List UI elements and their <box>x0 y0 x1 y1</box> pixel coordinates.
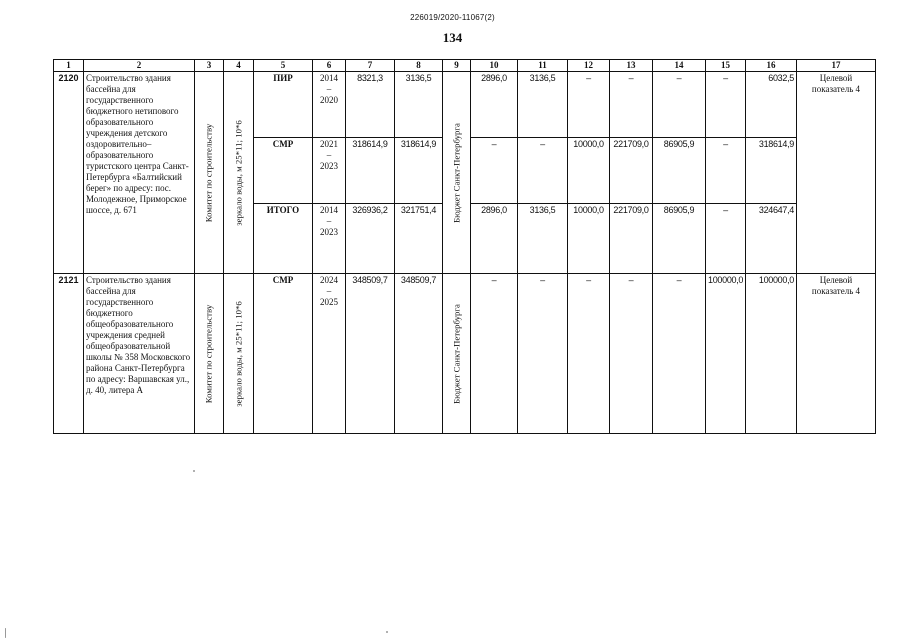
value-cell: 10000,0 <box>568 204 610 274</box>
years-cell <box>313 72 346 138</box>
year-end: 2023 <box>320 161 338 171</box>
value-cell: 318614,9 <box>395 138 443 204</box>
value-cell: 326936,2 <box>346 204 395 274</box>
header-row <box>54 60 876 72</box>
value-cell: 86905,9 <box>653 204 706 274</box>
value-cell: 324647,4 <box>746 204 797 274</box>
table-row <box>54 72 876 138</box>
value-cell: – <box>706 138 746 204</box>
col-header: 5 <box>254 60 313 72</box>
col-header: 1 <box>54 60 84 72</box>
value-cell: – <box>518 138 568 204</box>
budget-cell <box>443 274 471 434</box>
value-cell: – <box>653 72 706 138</box>
years-cell <box>313 274 346 434</box>
page-number: 134 <box>442 30 463 45</box>
stage-cell: ПИР <box>254 72 313 138</box>
col-header: 17 <box>797 60 876 72</box>
value-cell: – <box>471 274 518 434</box>
col-header: 11 <box>518 60 568 72</box>
value-cell: – <box>610 72 653 138</box>
year-start: 2014 <box>320 205 338 215</box>
row-code: 2120 <box>54 72 84 274</box>
value-cell: 2896,0 <box>471 204 518 274</box>
value-cell: – <box>518 274 568 434</box>
year-dash: – <box>326 150 332 160</box>
col-header: 15 <box>706 60 746 72</box>
value-cell: 348509,7 <box>395 274 443 434</box>
budget-cell <box>443 72 471 274</box>
col-header: 9 <box>443 60 471 72</box>
col-header: 3 <box>195 60 224 72</box>
col-header: 2 <box>84 60 195 72</box>
executor-cell <box>195 274 224 434</box>
row-code: 2121 <box>54 274 84 434</box>
object-name: Строительство здания бассейна для государственного бюджетного общеобразовательного учреждения средней общеобразовательной школы № 358 Московского района Санкт-Петербурга по адресу: Варшавская ул., д. 40, литера А <box>84 274 195 434</box>
year-end: 2020 <box>320 95 338 105</box>
col-header: 7 <box>346 60 395 72</box>
year-dash: – <box>326 286 332 296</box>
year-dash: – <box>326 84 332 94</box>
value-cell: – <box>653 274 706 434</box>
capacity-text: зеркало воды, м 25*11; 10*6 <box>233 119 243 226</box>
value-cell: – <box>706 204 746 274</box>
executor-text: Комитет по строительству <box>203 123 214 222</box>
year-end: 2023 <box>320 227 338 237</box>
stage-cell: СМР <box>254 138 313 204</box>
value-cell: 3136,5 <box>518 72 568 138</box>
value-cell: – <box>706 72 746 138</box>
value-cell: – <box>568 72 610 138</box>
value-cell: 221709,0 <box>610 204 653 274</box>
value-cell: 100000,0 <box>706 274 746 434</box>
col-header: 13 <box>610 60 653 72</box>
scan-speck <box>193 470 195 472</box>
capacity-text: зеркало воды, м 25*11; 10*6 <box>233 300 243 407</box>
value-cell: – <box>610 274 653 434</box>
col-header: 10 <box>471 60 518 72</box>
value-cell: – <box>568 274 610 434</box>
value-cell: 221709,0 <box>610 138 653 204</box>
value-cell: 86905,9 <box>653 138 706 204</box>
col-header: 14 <box>653 60 706 72</box>
program-table <box>53 59 876 434</box>
col-header: 12 <box>568 60 610 72</box>
col-header: 16 <box>746 60 797 72</box>
value-cell: 6032,5 <box>746 72 797 138</box>
executor-cell <box>195 72 224 274</box>
stage-cell: СМР <box>254 274 313 434</box>
value-cell: 3136,5 <box>395 72 443 138</box>
capacity-cell <box>224 72 254 274</box>
table-row <box>54 274 876 434</box>
scan-speck <box>386 631 388 633</box>
value-cell: 318614,9 <box>746 138 797 204</box>
year-start: 2014 <box>320 73 338 83</box>
year-start: 2021 <box>320 139 338 149</box>
value-cell: – <box>471 138 518 204</box>
col-header: 8 <box>395 60 443 72</box>
col-header: 6 <box>313 60 346 72</box>
scan-speck <box>5 628 6 638</box>
year-dash: – <box>326 216 332 226</box>
capacity-cell <box>224 274 254 434</box>
executor-text: Комитет по строительству <box>203 304 214 403</box>
object-name: Строительство здания бассейна для государственного бюджетного нетипового образовательного учреждения детского оздоровительно–образовательного туристского центра Санкт-Петербурга «Балтийский берег» по адресу: пос. Молодежное, Приморское шоссе, д. 671 <box>84 72 195 274</box>
value-cell: 348509,7 <box>346 274 395 434</box>
target-cell: Целевой показатель 4 <box>797 274 876 434</box>
value-cell: 100000,0 <box>746 274 797 434</box>
years-cell <box>313 138 346 204</box>
value-cell: 321751,4 <box>395 204 443 274</box>
budget-text: Бюджет Санкт-Петербурга <box>451 122 461 223</box>
value-cell: 2896,0 <box>471 72 518 138</box>
col-header: 4 <box>224 60 254 72</box>
document-id: 226019/2020-11067(2) <box>410 13 495 22</box>
budget-text: Бюджет Санкт-Петербурга <box>451 303 461 404</box>
value-cell: 318614,9 <box>346 138 395 204</box>
stage-cell: ИТОГО <box>254 204 313 274</box>
value-cell: 3136,5 <box>518 204 568 274</box>
value-cell: 10000,0 <box>568 138 610 204</box>
value-cell: 8321,3 <box>346 72 395 138</box>
year-start: 2024 <box>320 275 338 285</box>
target-cell: Целевой показатель 4 <box>797 72 876 274</box>
years-cell <box>313 204 346 274</box>
year-end: 2025 <box>320 297 338 307</box>
